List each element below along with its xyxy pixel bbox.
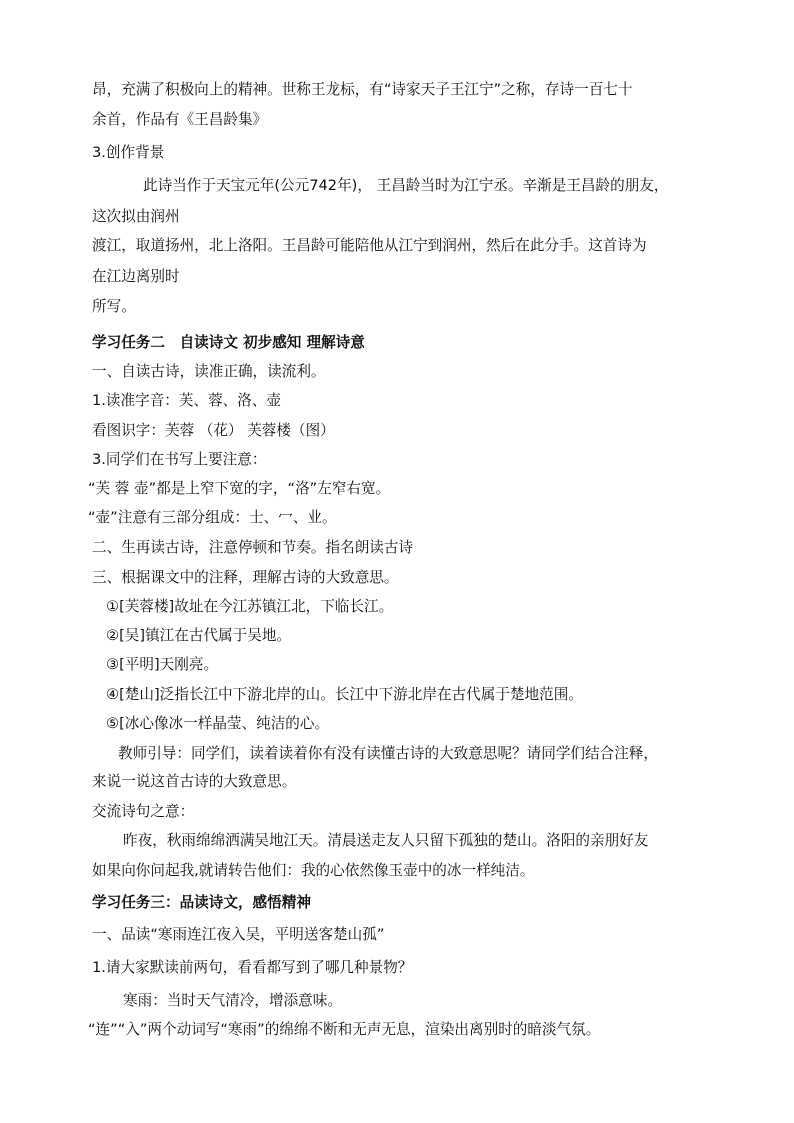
note-item: ①[芙蓉楼]故址在今江苏镇江北，下临长江。 [106,598,394,615]
text-line: “连”“入”两个动词写“寒雨”的绵绵不断和无声无息，渲染出离别时的暗淡气氛。 [88,1021,601,1038]
text-line: 这次拟由润州 [92,208,180,225]
text-line: 一、自读古诗，读准正确，读流利。 [92,363,326,380]
text-line: 来说一说这首古诗的大致意思。 [92,773,297,790]
text-line: 昂，充满了积极向上的精神。世称王龙标，有“诗家天子王江宁”之称，存诗一百七十 [92,81,633,98]
task-heading: 学习任务二 自读诗文 初步感知 理解诗意 [92,334,365,351]
note-item: ③[平明]天刚亮。 [106,656,219,673]
note-item: ⑤[冰心像冰一样晶莹、纯洁的心。 [106,715,330,732]
text-line: 1.读准字音：芙、蓉、洛、壶 [92,392,282,409]
text-line: 3.同学们在书写上要注意： [92,451,267,468]
text-line: 1.请大家默读前两句，看看都写到了哪几种景物？ [92,959,413,976]
text-line: 如果向你问起我,就请转告他们：我的心依然像玉壶中的冰一样纯洁。 [92,862,535,879]
text-line: “芙 蓉 壶”都是上窄下宽的字，“洛”左窄右宽。 [88,480,391,497]
text-line: 昨夜，秋雨绵绵洒满吴地江天。清晨送走友人只留下孤独的楚山。洛阳的亲朋好友 [123,832,649,849]
section-heading: 3.创作背景 [92,144,165,161]
text-line: 所写。 [92,298,136,315]
text-line: 教师引导：同学们，读着读着你有没有读懂古诗的大致意思呢？请同学们结合注释， [118,745,658,762]
note-item: ②[吴]镇江在古代属于吴地。 [106,627,292,644]
text-line: 二、生再读古诗，注意停顿和节奏。指名朗读古诗 [92,539,414,556]
text-line: “壶”注意有三部分组成：士、冖、业。 [88,509,337,526]
text-line: 交流诗句之意： [92,803,195,820]
text-line: 寒雨：当时天气清冷，增添意味。 [123,992,342,1009]
text-line: 三、根据课文中的注释，理解古诗的大致意思。 [92,569,399,586]
text-line: 渡江，取道扬州，北上洛阳。王昌龄可能陪他从江宁到润州，然后在此分手。这首诗为 [92,237,647,254]
note-item: ④[楚山]泛指长江中下游北岸的山。长江中下游北岸在古代属于楚地范围。 [106,686,583,703]
text-line: 此诗当作于天宝元年(公元742年)， 王昌龄当时为江宁丞。辛渐是王昌龄的朋友， [143,177,669,194]
text-line: 一、品读“寒雨连江夜入吴，平明送客楚山孤” [92,926,385,943]
text-line: 看图识字：芙蓉 （花） 芙蓉楼（图） [92,422,335,439]
text-line: 余首，作品有《王昌龄集》 [92,111,268,128]
task-heading: 学习任务三：品读诗文，感悟精神 [92,894,311,911]
text-line: 在江边离别时 [92,268,180,285]
